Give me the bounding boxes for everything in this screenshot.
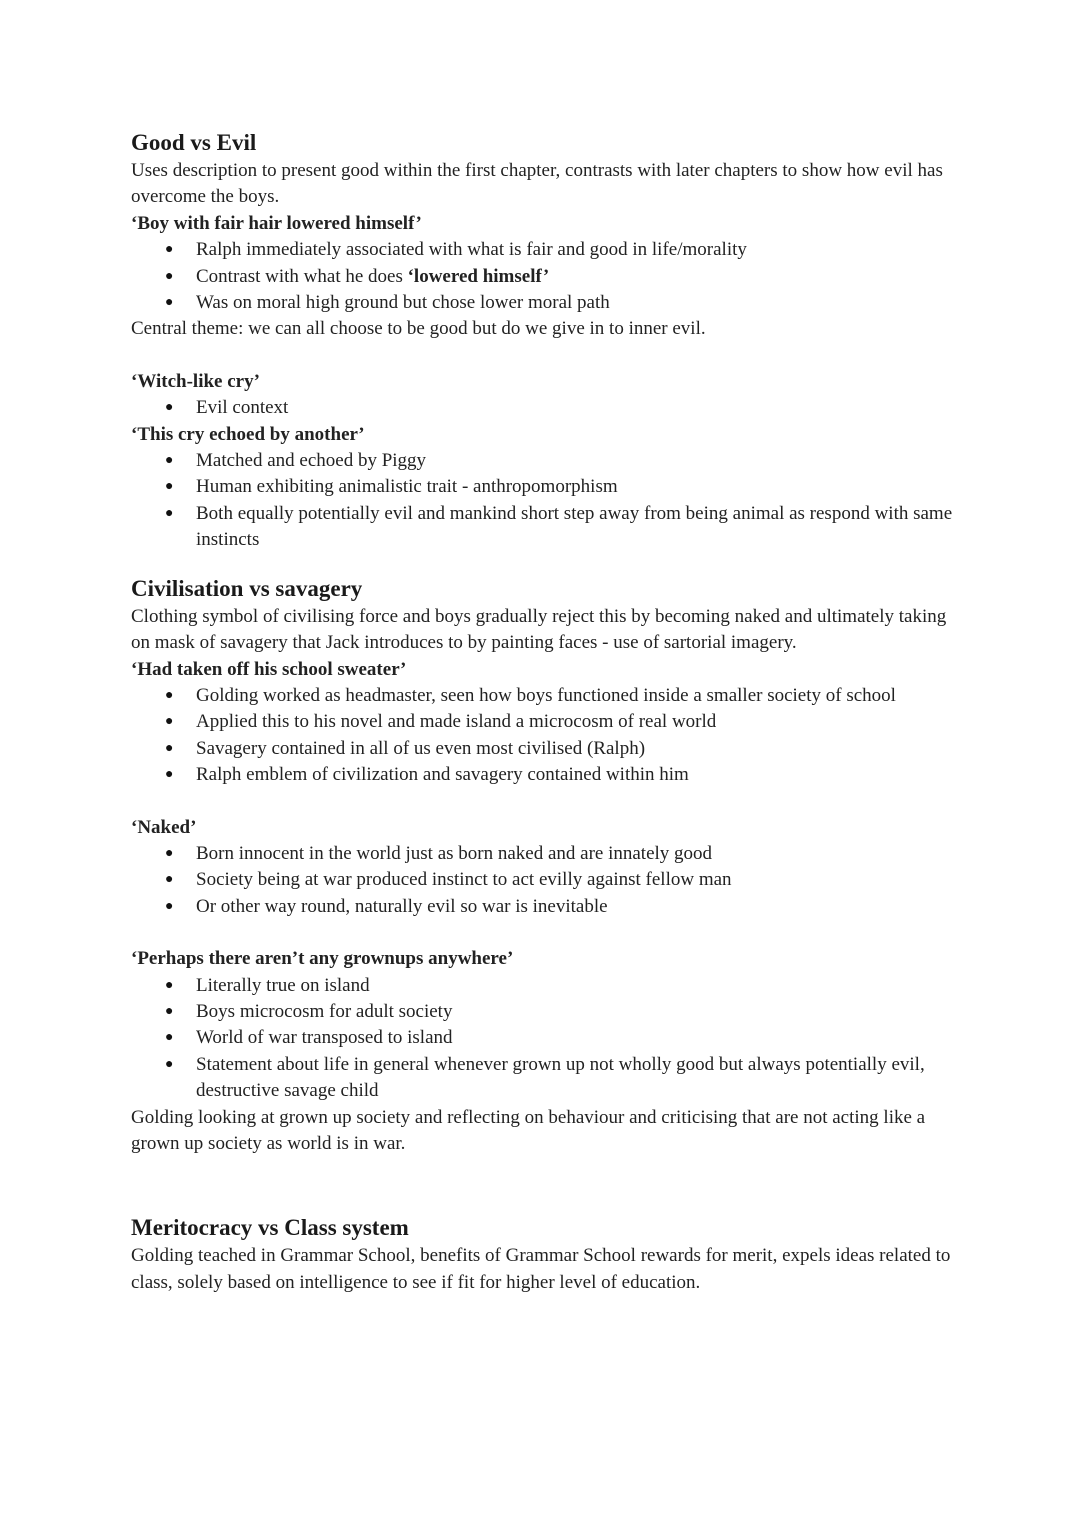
bullet-item: ● Or other way round, naturally evil so war is inevitable xyxy=(131,894,961,920)
bullet-item xyxy=(131,264,961,290)
bullet-item: ● Born innocent in the world just as born naked and are innately good xyxy=(131,841,961,867)
bullet-item: ● Ralph immediately associated with what is fair and good in life/morality xyxy=(131,237,961,263)
bullet-list xyxy=(131,395,961,421)
bullet-item: ● Literally true on island xyxy=(131,973,961,999)
bullet-bold-quote: ‘lowered himself’ xyxy=(407,265,550,287)
quote: ‘Boy with fair hair lowered himself’ xyxy=(131,212,422,234)
bullet-list xyxy=(131,448,961,554)
section-intro: Golding teached in Grammar School, benefits of Grammar School rewards for merit, expels ideas related to class, solely based on intelligence to see if fit for higher level of education. xyxy=(131,1245,951,1293)
bullet-item: ● Society being at war produced instinct to act evilly against fellow man xyxy=(131,867,961,893)
quote: ‘Perhaps there aren’t any grownups anywhere’ xyxy=(131,948,514,970)
bullet-text: Contrast with what he does xyxy=(196,265,408,287)
section-intro: Clothing symbol of civilising force and boys gradually reject this by becoming naked and ultimately taking on mask of savagery that Jack introduces to by painting faces - use of sartorial imagery. xyxy=(131,605,947,654)
bullet-list xyxy=(131,973,961,1105)
bullet-item: ● Statement about life in general whenever grown up not wholly good but always potentially evil, destructive savage child xyxy=(131,1052,961,1105)
section-summary: Golding looking at grown up society and reflecting on behaviour and criticising that are not acting like a grown up society as world is in war. xyxy=(131,1106,926,1154)
bullet-item: ● Both equally potentially evil and mankind short step away from being animal as respond with same instincts xyxy=(131,501,961,554)
document-page xyxy=(131,128,961,1296)
quote: ‘Had taken off his school sweater’ xyxy=(131,658,407,680)
bullet-item: ● Boys microcosm for adult society xyxy=(131,999,961,1025)
quote: ‘This cry echoed by another’ xyxy=(131,423,365,445)
bullet-item: ● Was on moral high ground but chose lower moral path xyxy=(131,290,961,316)
bullet-item: ● Golding worked as headmaster, seen how boys functioned inside a smaller society of school xyxy=(131,683,961,709)
bullet-item: ● Evil context xyxy=(131,395,961,421)
bullet-list xyxy=(131,683,961,789)
bullet-list xyxy=(131,237,961,316)
bullet-item: ● World of war transposed to island xyxy=(131,1025,961,1051)
bullet-list xyxy=(131,841,961,920)
section-heading-civilisation-vs-savagery: Civilisation vs savagery xyxy=(131,575,363,601)
bullet-item: ● Human exhibiting animalistic trait - anthropomorphism xyxy=(131,474,961,500)
section-heading-meritocracy-vs-class-system: Meritocracy vs Class system xyxy=(131,1215,409,1241)
bullet-item: ● Applied this to his novel and made island a microcosm of real world xyxy=(131,709,961,735)
section-summary: Central theme: we can all choose to be good but do we give in to inner evil. xyxy=(131,318,706,340)
quote: ‘Naked’ xyxy=(131,816,197,838)
section-heading-good-vs-evil: Good vs Evil xyxy=(131,130,257,155)
section-intro: Uses description to present good within the first chapter, contrasts with later chapters to show how evil has overcome the boys. xyxy=(131,160,943,208)
bullet-item: ● Ralph emblem of civilization and savagery contained within him xyxy=(131,762,961,788)
bullet-item: ● Savagery contained in all of us even most civilised (Ralph) xyxy=(131,736,961,762)
quote: ‘Witch-like cry’ xyxy=(131,370,260,392)
bullet-item: ● Matched and echoed by Piggy xyxy=(131,448,961,474)
